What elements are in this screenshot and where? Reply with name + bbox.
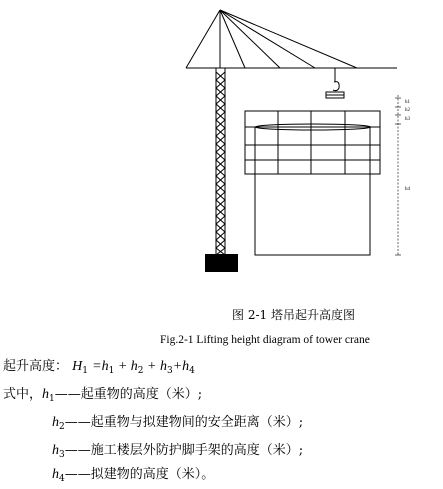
- formula-op: +: [172, 359, 183, 374]
- building: [255, 127, 370, 255]
- dimension-line: [395, 95, 401, 255]
- definition-var: h: [52, 415, 59, 430]
- definition-var: h: [52, 443, 59, 458]
- crane-base: [205, 254, 238, 272]
- formula-var: h: [159, 359, 167, 374]
- hook-icon: [326, 68, 344, 98]
- definition-h3: [52, 441, 303, 465]
- dim-label-h2: h2: [405, 108, 410, 113]
- definition-h4: [52, 465, 214, 489]
- formula-var: h: [101, 359, 109, 374]
- definition-var: h: [52, 467, 59, 482]
- formula-H: H: [72, 359, 83, 374]
- definition-sub: 4: [59, 474, 65, 484]
- definition-text: ——起重物与拟建物间的安全距离（米）;: [64, 415, 304, 430]
- formula-line: [3, 357, 195, 381]
- formula-op: +: [114, 359, 131, 374]
- figure-caption-cn: 图 2-1 塔吊起升高度图: [232, 308, 355, 322]
- definition-h1: [3, 385, 202, 409]
- formula-terms: [92, 359, 195, 374]
- definition-sub: 1: [49, 394, 55, 404]
- definition-sub: 2: [59, 422, 65, 432]
- formula-var: h: [182, 359, 190, 374]
- formula-op: +: [143, 359, 160, 374]
- scaffold-grid: [245, 111, 380, 174]
- definition-sub: 3: [59, 450, 65, 460]
- formula-sub: 1: [108, 366, 115, 376]
- definition-text: ——施工楼层外防护脚手架的高度（米）;: [64, 443, 304, 458]
- dim-label-h1: h1: [405, 100, 410, 105]
- formula-sub: 2: [137, 366, 144, 376]
- dim-label-h3: h3: [405, 117, 410, 122]
- figure-caption-en: Fig.2-1 Lifting height diagram of tower crane: [160, 334, 370, 346]
- formula-sub: 3: [166, 366, 173, 376]
- definition-h2: [52, 413, 303, 437]
- formula-label: 起升高度：: [3, 359, 69, 374]
- formula-H-sub: 1: [82, 366, 89, 376]
- definition-text: ——起重物的高度（米）;: [54, 387, 203, 402]
- formula-op: =: [92, 359, 102, 374]
- crane-mast: [216, 68, 225, 255]
- dim-label-h4: h4: [405, 187, 410, 192]
- definition-text: ——拟建物的高度（米）。: [64, 467, 215, 482]
- definition-var: h: [42, 387, 50, 402]
- formula-sub: 4: [189, 366, 195, 376]
- definition-prefix: 式中，: [3, 387, 43, 402]
- formula-var: h: [130, 359, 138, 374]
